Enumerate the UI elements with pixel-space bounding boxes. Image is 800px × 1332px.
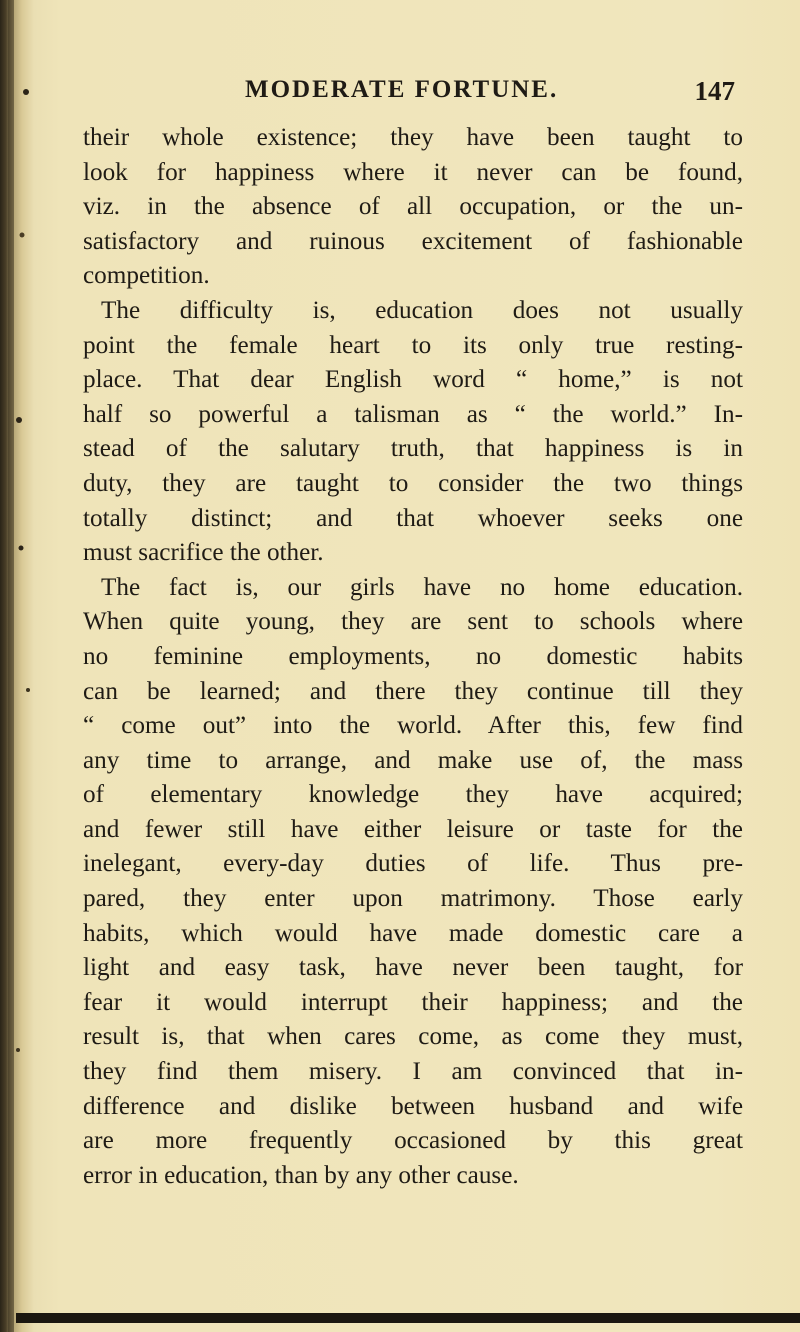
text-line: look for happiness where it never can be found,: [83, 158, 743, 186]
text-line: result is, that when cares come, as come they must,: [83, 1023, 743, 1051]
text-line: no feminine employments, no domestic habits: [83, 642, 743, 670]
text-line: light and easy task, have never been taught, for: [83, 954, 743, 982]
text-line: inelegant, every-day duties of life. Thus pre-: [83, 850, 743, 878]
text-line: and fewer still have either leisure or taste for the: [83, 815, 743, 843]
page-gutter-shadow: [8, 0, 36, 1332]
text-line: satisfactory and ruinous excitement of fashionable: [83, 227, 743, 255]
paragraph-start-line: The fact is, our girls have no home education.: [101, 573, 743, 601]
text-line: place. That dear English word “ home,” is not: [83, 366, 743, 394]
text-line: difference and dislike between husband and wife: [83, 1092, 743, 1120]
text-line: viz. in the absence of all occupation, or the un-: [83, 193, 743, 221]
page-number: 147: [694, 76, 735, 106]
text-line: their whole existence; they have been taught to: [83, 124, 743, 151]
text-line: error in education, than by any other cause.: [83, 1161, 519, 1189]
text-line: “ come out” into the world. After this, few find: [83, 712, 743, 740]
text-line: must sacrifice the other.: [83, 539, 324, 567]
text-line: fear it would interrupt their happiness; and the: [83, 988, 743, 1016]
paragraph-start-line: The difficulty is, education does not usually: [101, 296, 743, 324]
text-line: can be learned; and there they continue till they: [83, 677, 743, 705]
text-line: pared, they enter upon matrimony. Those early: [83, 885, 743, 913]
text-line: they find them misery. I am convinced that in-: [83, 1058, 743, 1086]
text-line: stead of the salutary truth, that happiness is in: [83, 435, 743, 463]
text-line: point the female heart to its only true resting-: [83, 331, 743, 359]
running-head: [245, 76, 735, 112]
text-line: competition.: [83, 262, 210, 290]
text-line: When quite young, they are sent to schools where: [83, 608, 743, 636]
running-head-title: MODERATE FORTUNE.: [245, 76, 559, 103]
text-line: are more frequently occasioned by this great: [83, 1127, 743, 1155]
text-line: half so powerful a talisman as “ the world.” In-: [83, 400, 743, 428]
text-line: any time to arrange, and make use of, the mass: [83, 746, 743, 774]
text-line: habits, which would have made domestic care a: [83, 919, 743, 947]
text-line: of elementary knowledge they have acquired;: [83, 781, 743, 809]
bottom-page-edge: [16, 1313, 800, 1323]
text-line: totally distinct; and that whoever seeks one: [83, 504, 743, 532]
body-text: [83, 121, 743, 1193]
text-line: duty, they are taught to consider the two things: [83, 469, 743, 497]
